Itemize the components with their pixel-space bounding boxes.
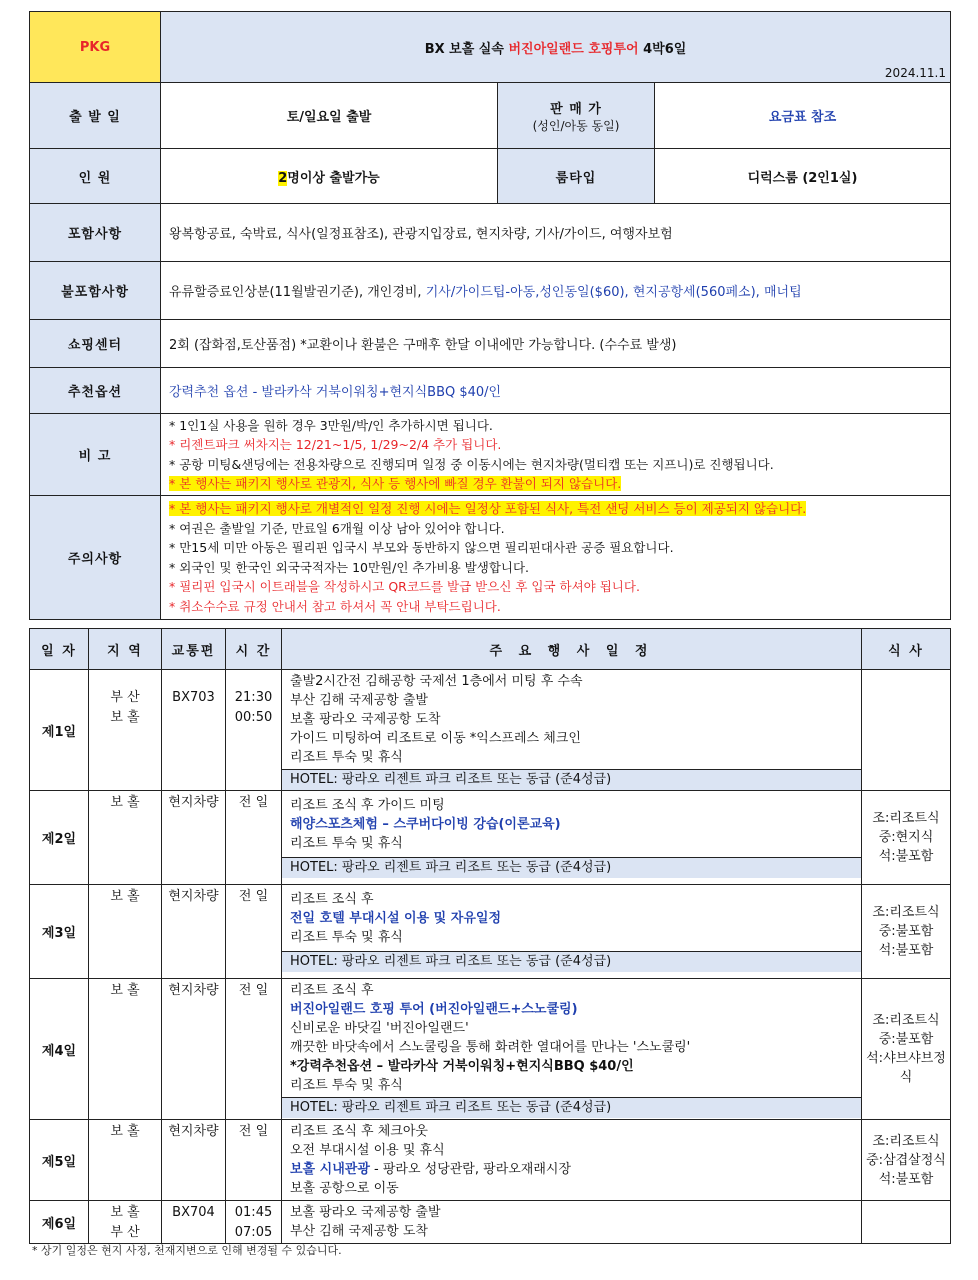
header-time: 시 간: [226, 629, 282, 670]
people-text: 명이상 출발가능: [287, 170, 380, 186]
day-label: 제5일: [30, 1120, 89, 1201]
event-line: 리조트 투숙 및 휴식: [290, 836, 403, 851]
price-value: 요금표 참조: [655, 83, 951, 149]
time-line: 00:50: [234, 710, 273, 725]
remark-item: * 1인1실 사용을 원하 경우 3만원/박/인 추가하시면 됩니다.: [169, 417, 493, 433]
meal-lunch: 중:현지식: [878, 830, 934, 845]
day-region: [89, 1201, 162, 1244]
event-line: 가이드 미팅하여 리조트로 이동 *익스프레스 체크인: [290, 731, 581, 746]
meal-lunch: 중:불포함: [878, 924, 934, 939]
day-region: 보 홀: [89, 979, 162, 1120]
time-line: 01:45: [234, 1205, 273, 1220]
day-label: 제6일: [30, 1201, 89, 1244]
day-transport: 현지차량: [162, 791, 226, 885]
day-region: 보 홀: [89, 1120, 162, 1201]
room-label: 룸타입: [498, 149, 655, 204]
event-line: 신비로운 바닷길 '버진아일랜드': [290, 1021, 469, 1036]
event-line: 버진아일랜드 호핑 투어 (버진아일랜드+스노쿨링): [290, 1002, 578, 1017]
event-line: 깨끗한 바닷속에서 스노쿨링을 통해 화려한 열대어를 만나는 '스노쿨링': [290, 1040, 691, 1055]
event-line: 오전 부대시설 이용 및 휴식: [290, 1143, 445, 1158]
event-line: 부산 김해 국제공항 도착: [290, 1224, 428, 1239]
region-line: 부 산: [110, 690, 140, 705]
departure-value: 토/일요일 출발: [161, 83, 498, 149]
caution-item: * 여권은 출발일 기준, 만료일 6개월 이상 남아 있어야 합니다.: [169, 520, 505, 536]
day-transport: 현지차량: [162, 979, 226, 1120]
caution-item: * 외국인 및 한국인 외국국적자는 10만원/인 추가비용 발생합니다.: [169, 559, 530, 575]
event-line: 리조트 조식 후: [290, 892, 374, 907]
meal-breakfast: 조:리조트식: [872, 905, 940, 920]
day-meals: [862, 979, 951, 1120]
day-region: 보 홀: [89, 885, 162, 979]
day-meals: [862, 1201, 951, 1244]
hotel-info: HOTEL: 팡라오 리젠트 파크 리조트 또는 동급 (준4성급): [282, 1097, 861, 1118]
meal-dinner: 석:샤브샤브정식: [866, 1051, 946, 1085]
caution-item: * 취소수수료 규정 안내서 참고 하셔서 꼭 안내 부탁드립니다.: [169, 598, 501, 614]
day-meals: [862, 791, 951, 885]
day-events: [282, 670, 862, 791]
day-transport: 현지차량: [162, 1120, 226, 1201]
header-transport: 교통편: [162, 629, 226, 670]
caution-list: [161, 496, 951, 620]
caution-highlight: * 본 행사는 패키지 행사로 개별적인 일정 진행 시에는 일정상 포함된 식사, 특전 샌딩 서비스 등이 제공되지 않습니다.: [169, 501, 807, 516]
title-suffix: 4박6일: [638, 41, 687, 57]
event-line: 부산 김해 국제공항 출발: [290, 693, 428, 708]
title-highlight: 버진아일랜드 호핑투어: [508, 41, 639, 57]
hotel-info: HOTEL: 팡라오 리젠트 파크 리조트 또는 동급 (준4성급): [282, 857, 861, 878]
day-transport: 현지차량: [162, 885, 226, 979]
itinerary-table: [29, 628, 951, 1244]
hotel-info: HOTEL: 팡라오 리젠트 파크 리조트 또는 동급 (준4성급): [282, 769, 861, 790]
event-line: 해양스포츠체험 – 스쿠버다이빙 강습(이론교육): [290, 817, 561, 832]
exclude-tips: 기사/가이드팁-아동,성인동일($60), 현지공항세(560페소), 매너팁: [425, 285, 802, 300]
header-schedule: 주 요 행 사 일 정: [282, 629, 862, 670]
event-highlight: 보홀 시내관광: [290, 1162, 370, 1177]
day-meals: [862, 670, 951, 791]
day-label: 제3일: [30, 885, 89, 979]
price-label-text: 판 매 가: [550, 101, 602, 117]
document-date: 2024.11.1: [884, 66, 946, 80]
package-info-table: [29, 11, 951, 620]
price-sublabel: (성인/아동 동일): [532, 118, 620, 133]
pkg-badge: PKG: [30, 12, 161, 83]
meal-breakfast: 조:리조트식: [872, 811, 940, 826]
people-value: [161, 149, 498, 204]
footnote: * 상기 일정은 현지 사정, 천재지변으로 인해 변경될 수 있습니다.: [32, 1244, 342, 1257]
remarks-label: 비 고: [30, 414, 161, 496]
remark-item: * 공항 미팅&샌딩에는 전용차량으로 진행되며 일정 중 이동시에는 현지차량(멀티캡 또는 지프니)로 진행됩니다.: [169, 456, 774, 472]
day-transport: BX703: [162, 670, 226, 791]
exclude-text: 유류할증료인상분(11월발권기준), 개인경비,: [169, 285, 426, 300]
title-prefix: BX 보홀 실속: [424, 41, 509, 57]
day-meals: [862, 885, 951, 979]
day-meals: [862, 1120, 951, 1201]
package-title: [161, 12, 951, 83]
option-label: 추천옵션: [30, 368, 161, 414]
event-line: [290, 1160, 861, 1179]
time-line: 21:30: [234, 690, 273, 705]
event-line: 리조트 조식 후 체크아웃: [290, 1124, 428, 1139]
event-line: 보홀 공항으로 이동: [290, 1181, 399, 1196]
caution-item: [169, 499, 950, 519]
day-region: 보 홀: [89, 791, 162, 885]
meal-dinner: 석:불포함: [878, 849, 934, 864]
event-line: 보홀 팡라오 국제공항 도착: [290, 712, 441, 727]
event-line: 리조트 조식 후 가이드 미팅: [290, 798, 445, 813]
day-time: 전 일: [226, 885, 282, 979]
shopping-label: 쇼핑센터: [30, 320, 161, 368]
meal-lunch: 중:불포함: [878, 1032, 934, 1047]
remark-highlight: * 본 행사는 패키지 행사로 관광지, 식사 등 행사에 빠질 경우 환불이 되지 않습니다.: [169, 476, 622, 491]
meal-dinner: 석:불포함: [878, 1171, 934, 1187]
event-line: 보홀 팡라오 국제공항 출발: [290, 1205, 441, 1220]
region-line: 보 홀: [110, 1205, 140, 1220]
exclude-label: 불포함사항: [30, 262, 161, 320]
people-label: 인 원: [30, 149, 161, 204]
event-line: 리조트 조식 후: [290, 983, 374, 998]
hotel-info: HOTEL: 팡라오 리젠트 파크 리조트 또는 동급 (준4성급): [282, 951, 861, 972]
shopping-value: 2회 (잡화점,토산품점) *교환이나 환불은 구매후 한달 이내에만 가능합니다. (수수료 발생): [161, 320, 951, 368]
meal-breakfast: 조:리조트식: [872, 1133, 940, 1149]
day-time: [226, 670, 282, 791]
day-region: [89, 670, 162, 791]
price-label: [498, 83, 655, 149]
header-meals: 식 사: [862, 629, 951, 670]
day-events: [282, 1120, 862, 1201]
day-events: [282, 885, 862, 979]
meal-lunch: 중:삼겹살정식: [866, 1152, 946, 1168]
event-line: *강력추천옵션 – 발라카삭 거북이워칭+현지식BBQ $40/인: [290, 1059, 634, 1074]
include-value: 왕복항공료, 숙박료, 식사(일정표참조), 관광지입장료, 현지차량, 기사/가이드, 여행자보험: [161, 204, 951, 262]
region-line: 부 산: [110, 1225, 140, 1240]
day-time: 전 일: [226, 791, 282, 885]
meal-breakfast: 조:리조트식: [872, 1013, 940, 1028]
departure-label: 출 발 일: [30, 83, 161, 149]
include-label: 포함사항: [30, 204, 161, 262]
option-value: 강력추천 옵션 - 발라카삭 거북이워칭+현지식BBQ $40/인: [161, 368, 951, 414]
day-transport: BX704: [162, 1201, 226, 1244]
day-time: 전 일: [226, 979, 282, 1120]
day-events: [282, 791, 862, 885]
remark-item: [169, 474, 950, 494]
event-line: 리조트 투숙 및 휴식: [290, 1078, 403, 1093]
day-label: 제4일: [30, 979, 89, 1120]
meal-dinner: 석:불포함: [878, 943, 934, 958]
day-events: [282, 979, 862, 1120]
event-line: 출발2시간전 김해공항 국제선 1층에서 미팅 후 수속: [290, 674, 583, 689]
remark-item: * 리젠트파크 써차지는 12/21~1/5, 1/29~2/4 추가 됩니다.: [169, 437, 502, 452]
remarks-list: [161, 414, 951, 496]
day-label: 제1일: [30, 670, 89, 791]
region-line: 보 홀: [110, 710, 140, 725]
caution-label: 주의사항: [30, 496, 161, 620]
caution-item: * 필리핀 입국시 이트래블을 작성하시고 QR코드를 발급 받으신 후 입국 하셔야 됩니다.: [169, 579, 640, 594]
people-min: 2: [278, 170, 288, 186]
event-detail: - 팡라오 성당관람, 팡라오재래시장: [369, 1162, 572, 1177]
day-label: 제2일: [30, 791, 89, 885]
day-time: 전 일: [226, 1120, 282, 1201]
room-value: 디럭스룸 (2인1실): [655, 149, 951, 204]
header-day: 일 자: [30, 629, 89, 670]
day-events: [282, 1201, 862, 1244]
time-line: 07:05: [234, 1225, 273, 1240]
event-line: 리조트 투숙 및 휴식: [290, 750, 403, 765]
day-time: [226, 1201, 282, 1244]
event-line: 전일 호텔 부대시설 이용 및 자유일정: [290, 911, 501, 926]
exclude-value: [161, 262, 951, 320]
header-region: 지 역: [89, 629, 162, 670]
caution-item: * 만15세 미만 아동은 필리핀 입국시 부모와 동반하지 않으면 필리핀대사관 공증 필요합니다.: [169, 540, 674, 555]
event-line: 리조트 투숙 및 휴식: [290, 930, 403, 945]
